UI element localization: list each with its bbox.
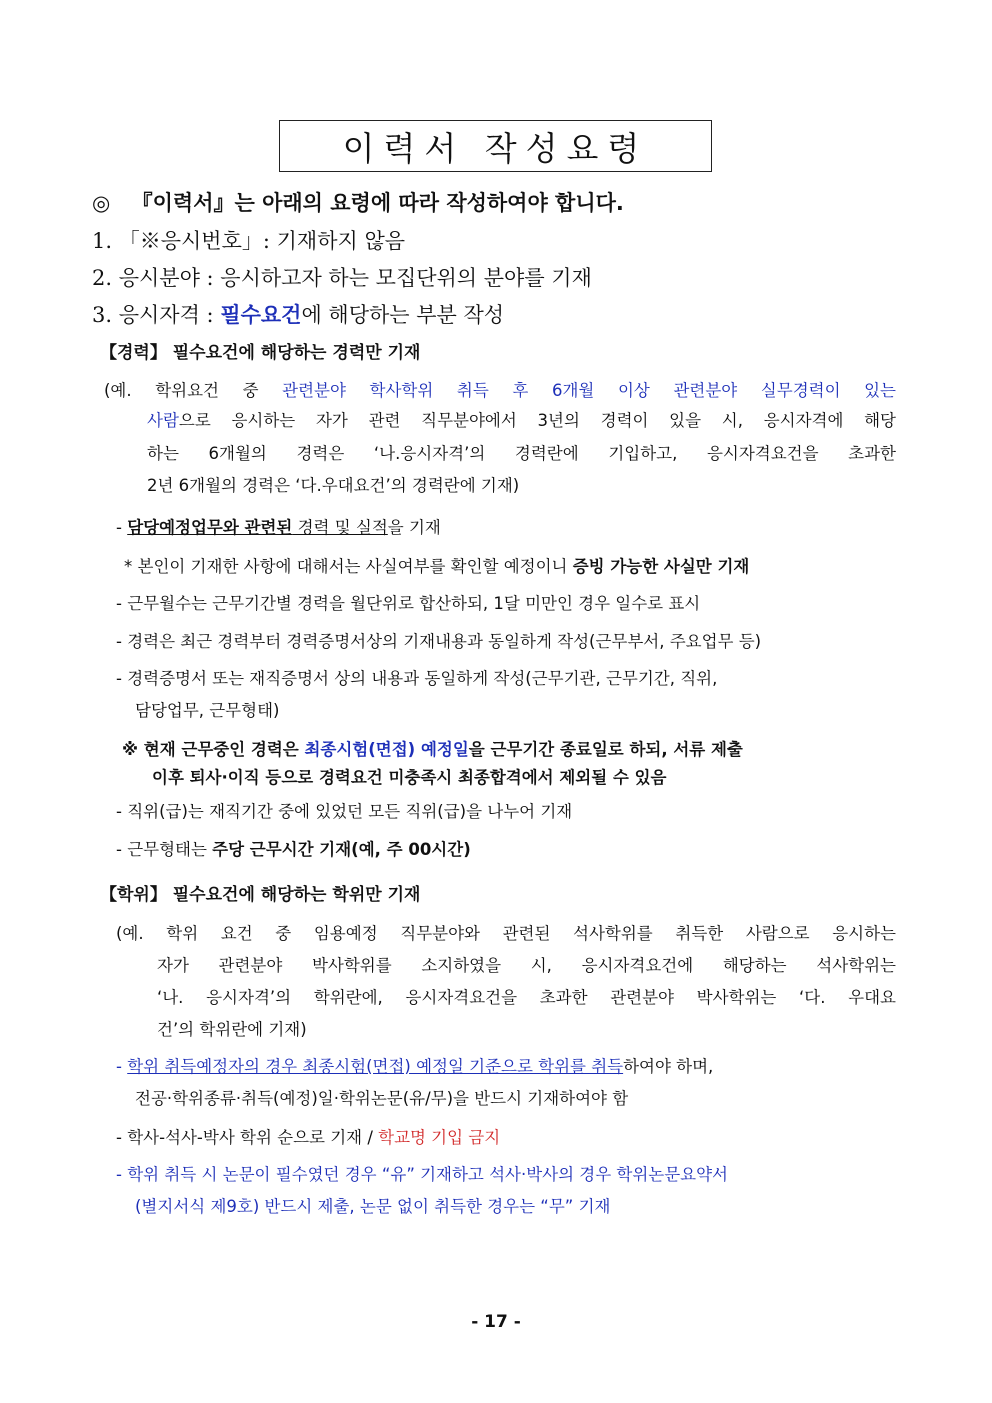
career-bullet-1 [116,514,441,538]
dash-marker: - [116,1165,122,1184]
text-run: 을 기재 [387,518,441,537]
item-number: 1. [92,229,113,253]
career-bullet-2 [124,553,749,577]
dash-marker: - [116,802,122,821]
item-text-tail: 에 해당하는 부분 작성 [301,303,505,327]
item-number: 2. [92,266,113,290]
text-run: 학위 취득 시 논문이 필수였던 경우 “유” 기재하고 석사·박사의 경우 학위논문요약서 [127,1165,728,1184]
text-run: (예. 학위요건 중 [104,381,283,400]
text-run: 학사-석사-박사 학위 순으로 기재 / [127,1128,379,1147]
career-heading: 【경력】 필수요건에 해당하는 경력만 기재 [100,343,421,363]
degree-example-line-2: 자가 관련분야 박사학위를 소지하였을 시, 응시자격요건에 해당하는 석사학위는 [157,956,896,975]
text-run: 근무월수는 근무기간별 경력을 월단위로 합산하되, 1달 미만인 경우 일수로 표시 [127,594,701,613]
career-note-line-1 [122,736,743,760]
text-run: 하여야 하며, [623,1057,714,1076]
dash-marker: - [116,1128,122,1147]
degree-bullet-3 [116,1161,728,1185]
text-run: 으로 응시하는 자가 관련 직무분야에서 3년의 경력이 있을 시, 응시자격에 해당 [178,411,896,430]
item-3 [92,299,504,329]
blue-underlined-run: 학위 취득예정자의 경우 최종시험(면접) 예정일 기준으로 학위를 취득 [127,1057,624,1076]
red-warning-run: 학교명 기입 금지 [378,1128,501,1147]
career-example-line-4: 2년 6개월의 경력은 ‘다.우대요건’의 경력란에 기재) [147,476,520,495]
text-run: 본인이 기재한 사항에 대해서는 사실여부를 확인할 예정이니 [137,557,573,576]
item-1 [92,225,405,255]
bold-run: 증빙 가능한 사실만 기재 [572,557,750,576]
text-run: 을 근무기간 종료일로 하되, 서류 제출 [468,740,743,759]
page-number: - 17 - [471,1312,521,1332]
text-run: 현재 근무중인 경력은 [143,740,305,759]
blue-text-run: 관련분야 학사학위 취득 후 6개월 이상 관련분야 실무경력이 있는 [282,381,896,400]
degree-example-line-3: ‘나. 응시자격’의 학위란에, 응시자격요건을 초과한 관련분야 박사학위는 ‘다. 우대요 [157,988,896,1007]
career-bullet-4 [116,628,761,652]
degree-bullet-3-cont: (별지서식 제9호) 반드시 제출, 논문 없이 취득한 경우는 “무” 기재 [135,1197,611,1216]
degree-heading: 【학위】 필수요건에 해당하는 학위만 기재 [100,885,421,905]
career-example-line-2 [147,407,896,431]
item-text: 「※응시번호」: 기재하지 않음 [118,229,406,253]
career-bullet-6 [116,798,572,822]
required-highlight: 필수요건 [220,302,302,327]
text-run: 근무형태는 [127,840,213,859]
item-text: 응시분야 : 응시하고자 하는 모집단위의 분야를 기재 [118,266,592,290]
item-number: 3. [92,303,113,327]
underlined-run: 경력 및 실적 [292,518,388,537]
intro-line [92,187,624,217]
text-run: 경력증명서 또는 재직증명서 상의 내용과 동일하게 작성(근무기관, 근무기간, 직위, [127,669,718,688]
dash-marker: - [116,518,122,537]
dash-marker: - [116,840,122,859]
career-bullet-3 [116,590,700,614]
career-bullet-5 [116,665,717,689]
item-text: 응시자격 : [118,303,221,327]
dash-marker: - [116,669,122,688]
career-bullet-5-cont: 담당업무, 근무형태) [135,701,280,720]
asterisk-marker: * [124,557,133,576]
dash-marker: - [116,632,122,651]
text-run: 직위(급)는 재직기간 중에 있었던 모든 직위(급)을 나누어 기재 [127,802,573,821]
reference-mark: ※ [122,740,139,759]
dash-marker: - [116,594,122,613]
bold-run: 주당 근무시간 기재(예, 주 00시간) [212,840,471,859]
underlined-bold-run: 담당예정업무와 관련된 [127,518,293,537]
degree-bullet-1-cont: 전공·학위종류·취득(예정)일·학위논문(유/무)을 반드시 기재하여야 함 [135,1089,629,1108]
degree-example-line-4: 건’의 학위란에 기재) [157,1020,307,1039]
career-bullet-7 [116,836,471,860]
blue-text-run: 사람 [147,411,179,430]
degree-example-line-1: (예. 학위 요건 중 임용예정 직무분야와 관련된 석사학위를 취득한 사람으로 응시하는 [116,924,896,943]
blue-text-run: 최종시험(면접) 예정일 [304,740,469,759]
dash-marker: - [116,1057,122,1076]
degree-bullet-1 [116,1053,713,1077]
page-title: 이력서 작성요령 [279,120,712,172]
intro-text: 『이력서』는 아래의 요령에 따라 작성하여야 합니다. [131,191,624,215]
career-example-line-1 [104,377,896,401]
double-circle-bullet: ◎ [92,191,111,215]
career-note-line-2: 이후 퇴사·이직 등으로 경력요건 미충족시 최종합격에서 제외될 수 있음 [152,768,667,787]
text-run: 경력은 최근 경력부터 경력증명서상의 기재내용과 동일하게 작성(근무부서, 주요업무 등) [127,632,762,651]
item-2 [92,262,592,292]
career-example-line-3: 하는 6개월의 경력은 ‘나.응시자격’의 경력란에 기입하고, 응시자격요건을 초과한 [147,444,896,463]
degree-bullet-2 [116,1124,500,1148]
